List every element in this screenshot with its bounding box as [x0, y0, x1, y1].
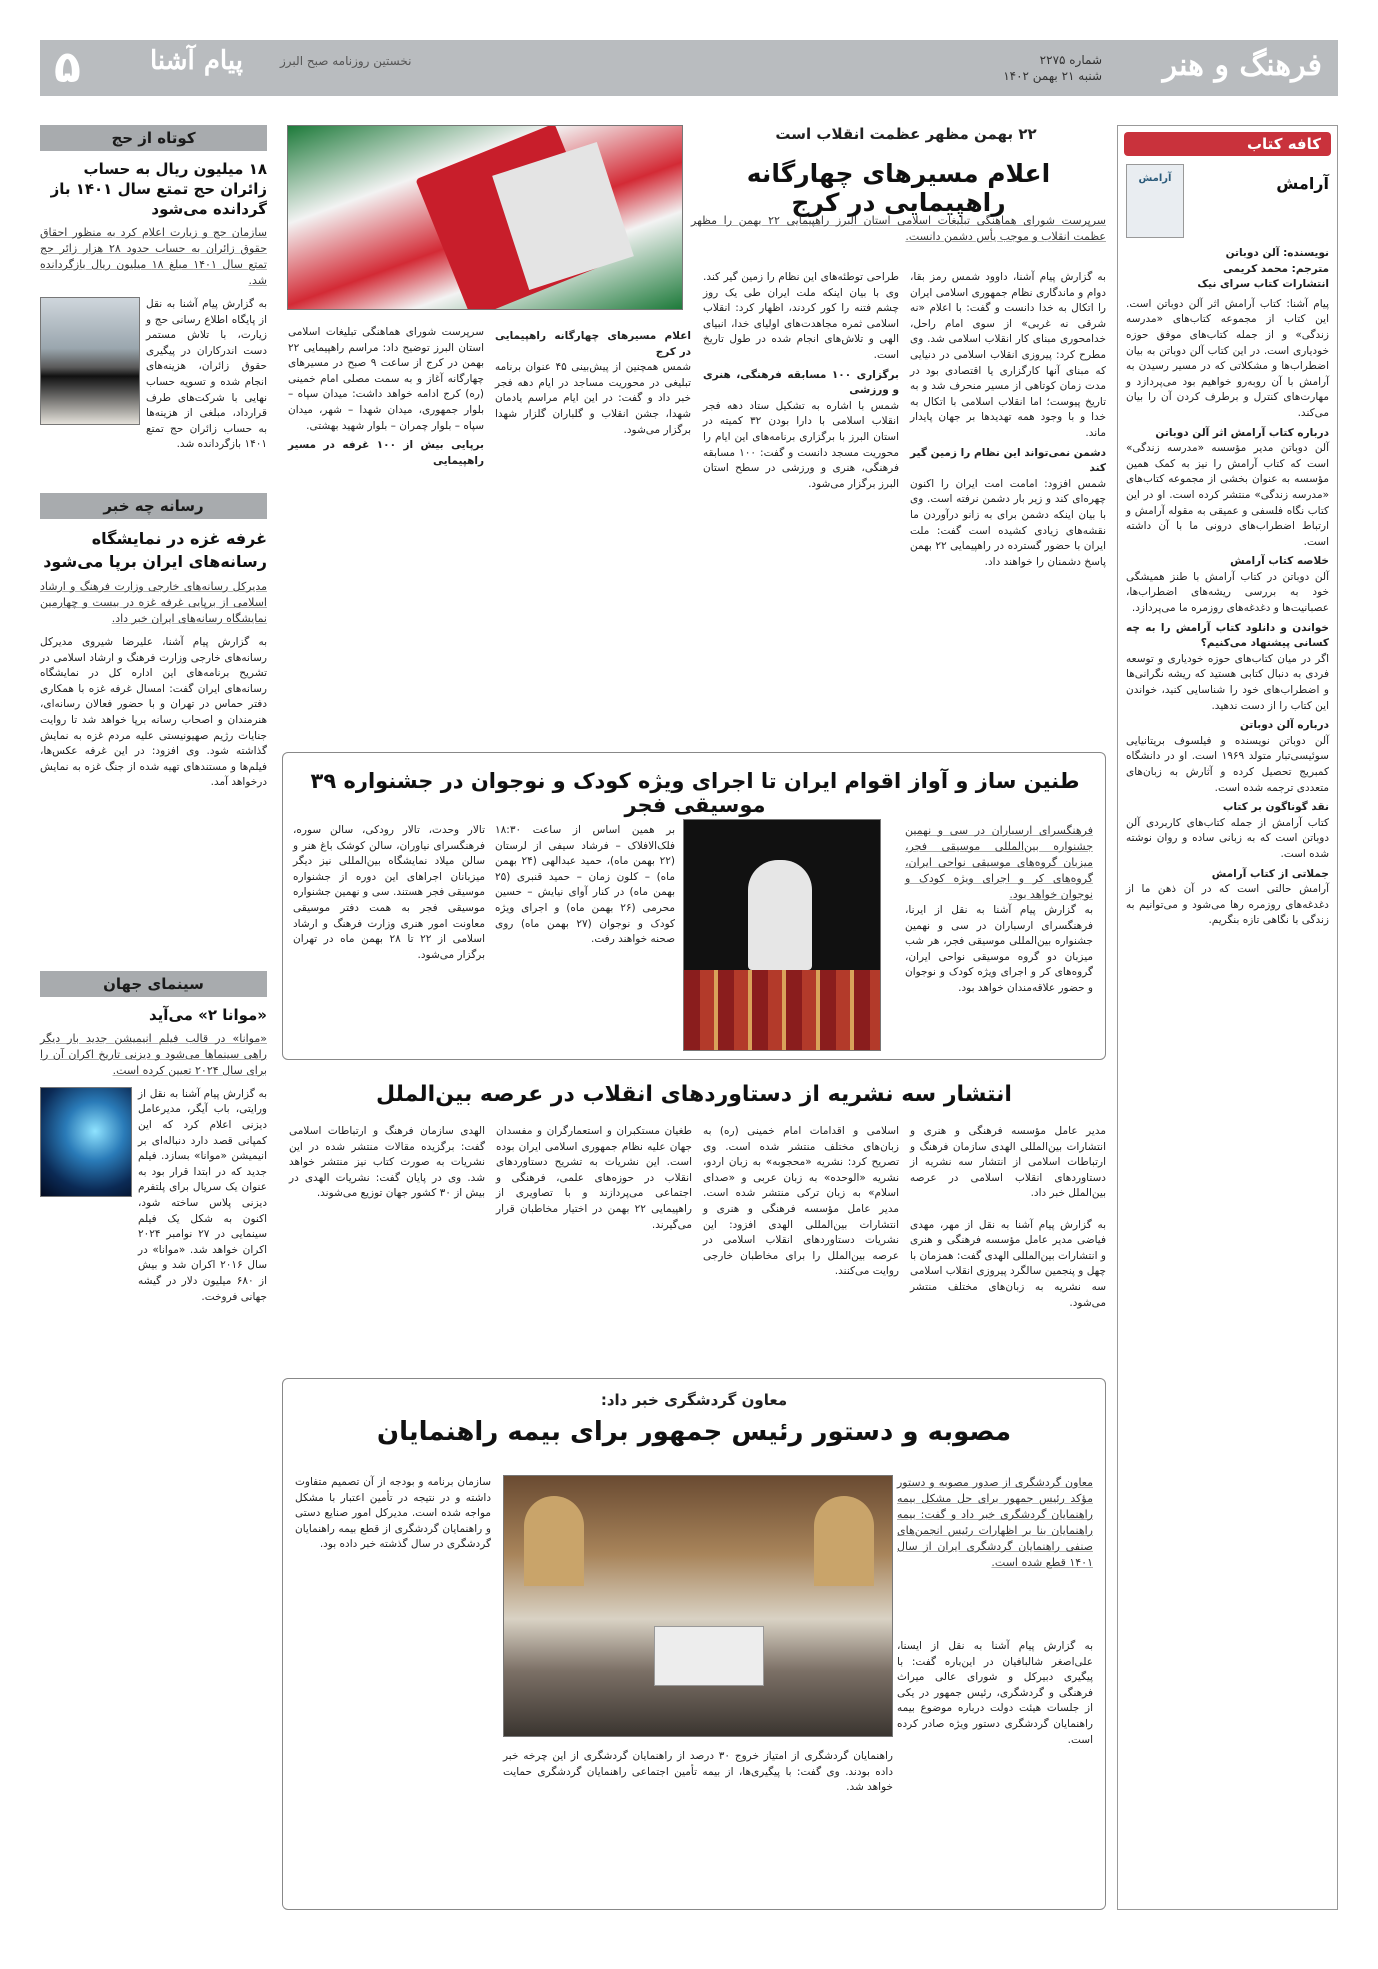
moana-body: به گزارش پیام آشنا به نقل از ورایتی، باب آیگر، مدیرعامل دیزنی اعلام کرد که این کمپانی قصد دارد دنباله‌ای بر انیمیشن «موانا» بسازد. فیلم جدید که در ابتدا قرار بود به عنوان یک سریال برای پلتفرم دیزنی پلاس ساخته شود، اکنون به شکل یک فیلم سینمایی در ۲۷ نوامبر ۲۰۲۴ اکران خواهد شد. «موانا» در سال ۲۰۱۶ اکران شد و بیش از ۶۸۰ میلیون دلار در گیشه جهانی فروخت. — [138, 1087, 268, 1303]
carpet — [684, 970, 881, 1051]
guides-headline: مصوبه و دستور رئیس جمهور برای بیمه راهنمایان — [376, 1417, 1012, 1447]
karaj-subhead: دشمن نمی‌تواند این نظام را زمین گیر کند — [910, 446, 1106, 475]
karaj-subhead: برگزاری ۱۰۰ مسابقه فرهنگی، هنری و ورزشی — [703, 368, 899, 397]
arched-window — [814, 1496, 874, 1586]
book-cover — [1126, 164, 1184, 238]
publication-headline: انتشار سه نشریه از دستاوردهای انقلاب در عرصه بین‌الملل — [376, 1082, 1012, 1107]
arched-window — [524, 1496, 584, 1586]
publication-article — [282, 1078, 1106, 1358]
masthead — [40, 40, 1338, 96]
publication-body: الهدی سازمان فرهنگ و ارتباطات اسلامی گفت: برگزیده مقالات منتشر شده در این نشریات به صورت کتاب نیز منتشر خواهد شد. وی در پایان گفت: نشریات الهدی در بیش از ۳۰ کشور جهان توزیع می‌شوند. — [289, 1125, 485, 1200]
mausoleum-photo — [503, 1475, 893, 1737]
karaj-body: سرپرست شورای هماهنگی تبلیغات اسلامی استان البرز توضیح داد: مراسم راهپیمایی ۲۲ بهمن در کرج از ساعت ۹ صبح در مسیرهای چهارگانه آغاز و به سمت مصلی امام خمینی (ره) کرج ادامه خواهد داشت: میدان سپاه – بلوار جمهوری، میدان شهدا – شهر، میدان سپاه – بلوار چمران – بلوار شهید بهشتی. — [288, 326, 485, 432]
publication-body: طغیان مستکبران و استعمارگران و مفسدان جهان علیه نظام جمهوری اسلامی ایران بوده است. این نشریات به تشریح دستاوردهای انقلاب در حوزه‌های علمی، فرهنگی و اجتماعی می‌پردازند و با تصاویری از راهپیمایی ۲۲ بهمن در اختیار مخاطبان قرار می‌گیرند. — [496, 1125, 692, 1231]
moana-lead: «موانا» در قالب فیلم انیمیشن جدید بار دیگر راهی سینماها می‌شود و دیزنی تاریخ اکران آن را برای سال ۲۰۲۴ تعیین کرده است. — [40, 1031, 267, 1077]
guides-body: راهنمایان گردشگری از امتیاز خروج ۳۰ درصد از راهنمایان گردشگری از این چرخه خبر داده بودند. وی گفت: با پیگیری‌ها، از بیمه تأمین اجتماعی راهنمایان گردشگری حمایت خواهد شد. — [503, 1750, 893, 1794]
media-section-label: رسانه چه خبر — [40, 493, 267, 519]
tour-guides-box — [282, 1378, 1106, 1910]
gaza-body: به گزارش پیام آشنا، علیرضا شیروی مدیرکل رسانه‌های خارجی وزارت فرهنگ و ارشاد اسلامی در تشریح برنامه‌های این اداره کل در نمایشگاه رسانه‌های ایران گفت: امسال غرفه غزه با همکاری دفتر حماس در تهران و با حضور فعالان رسانه‌ای، هنرمندان و اصحاب رسانه برپا خواهد شد تا روایت جنایات رژیم صهیونیستی علیه مردم غزه به نمایش گذاشته شود. وی افزود: در این غرفه عکس‌ها، فیلم‌ها و مستندهای تهیه شده از جنگ غزه به نمایش درخواهد آمد. — [40, 635, 267, 789]
karaj-body: به گزارش پیام آشنا، داوود شمس رمز بقا، دوام و ماندگاری نظام جمهوری اسلامی ایران را اتکال به خدا دانست و گفت: با اعلام «نه شرقی نه غربی» از سوی امام راحل، خدامحوری مبنای کار انقلاب اسلامی شد. وی مطرح کرد: پیروزی انقلاب اسلامی در دنیایی که مبنای آنها کارگزاری یا اقتصادی بود در مدت زمان کوتاهی از مسیر منحرف شد و به تاریخ پیوست؛ اما انقلاب اسلامی با اتکال به خدا و با وجود همه تهدیدها بر جهان پایدار ماند. — [910, 271, 1106, 439]
hajj-headline: ۱۸ میلیون ریال به حساب زائران حج تمتع سال ۱۴۰۱ باز گردانده می‌شود — [50, 160, 267, 218]
karaj-subhead: اعلام مسیرهای چهارگانه راهپیمایی در کرج — [495, 330, 691, 358]
hajj-section-label: کوتاه از حج — [40, 125, 267, 151]
world-cinema-section-label: سینمای جهان — [40, 971, 267, 997]
hajj-lead: سازمان حج و زیارت اعلام کرد به منظور احقاق حقوق زائران به حساب حدود ۲۸ هزار زائر حج تمتع سال ۱۴۰۱ مبلغ ۱۸ میلیون ریال بازگردانده شد. — [40, 226, 267, 287]
book-subhead: درباره آلن دوباتن — [1239, 719, 1329, 732]
book-cafe-column — [1117, 125, 1338, 1910]
book-cover-title: آرامش — [1138, 173, 1172, 184]
performer-figure — [748, 860, 812, 970]
tomb — [654, 1626, 764, 1686]
karaj-body: شمس با اشاره به تشکیل ستاد دهه فجر انقلاب اسلامی با دارا بودن ۳۲ کمیته در استان البرز با برگزاری برنامه‌های این ایام را محوریت مسجد دانست و گفت: ۱۰۰ مسابقه فرهنگی، هنری و ورزشی در سطح استان البرز برگزار می‌شود. — [703, 399, 899, 490]
publication-body: مدیر عامل مؤسسه فرهنگی و هنری و انتشارات بین‌المللی الهدی سازمان فرهنگ و ارتباطات اسلامی از انتشار سه نشریه از دستاوردهای انقلاب اسلامی در عرصه بین‌الملل خبر داد. به گزارش پیام آشنا به نقل از مهر، مهدی فیاضی مدیر عامل مؤسسه فرهنگی و هنری و انتشارات بین‌المللی الهدی گفت: همزمان با چهل و پنجمین سالگرد پیروزی انقلاب اسلامی سه نشریه به زبان‌های مختلف منتشر می‌شود. — [910, 1125, 1106, 1309]
music-festival-box — [282, 752, 1106, 1060]
book-review-body — [1118, 297, 1337, 929]
book-paragraph: آلن دوباتن در کتاب آرامش با طنز همیشگی خود به بررسی ریشه‌های اضطراب‌ها، عصبانیت‌ها و دغدغه‌های روزمره ما می‌پردازد. — [1126, 570, 1329, 615]
issue-date: شنبه ۲۱ بهمن ۱۴۰۲ — [1003, 69, 1102, 83]
book-paragraph: آلن دوباتن نویسنده و فیلسوف بریتانیایی سوئیسی‌تبار متولد ۱۹۶۹ است. او در دانشگاه کمبریج تحصیل کرده و آثارش به زبان‌های متعددی ترجمه شده است. — [1126, 734, 1329, 794]
book-paragraph: کتاب آرامش از جمله کتاب‌های کاربردی آلن دوباتن است که به زبانی ساده و روان نوشته شده است. — [1126, 816, 1329, 860]
page-number: ۵ — [54, 42, 81, 93]
music-body: به گزارش پیام آشنا به نقل از ایرنا، فرهنگسرای ارسباران در سی و نهمین جشنواره بین‌المللی موسیقی فجر، هر شب میزبان دو گروه موسیقی نواحی ایران، گروه‌های کر و اجرای ویژه کودک و نوجوان و حضور علاقه‌مندان خواهد بود. — [905, 904, 1093, 994]
guides-body: به گزارش پیام آشنا به نقل از ایسنا، علی‌اصغر شالبافیان در این‌باره گفت: با پیگیری دبیرکل و شورای عالی میراث فرهنگی و گردشگری، رئیس جمهور در یکی از جلسات هیئت دولت درباره موضوع بیمه راهنمایان گردشگری دستور ویژه صادر کرده است. — [897, 1640, 1093, 1746]
moana-photo — [40, 1087, 132, 1197]
music-body: تالار وحدت، تالار رودکی، سالن سوره، فرهنگسرای نیاوران، سالن کوشک باغ هنر و سالن میلاد نمایشگاه بین‌المللی نیز دیگر میزبانان اجراهای این دوره از جشنواره موسیقی فجر هستند. سی و نهمین جشنواره موسیقی فجر به همت دفتر موسیقی معاونت امور هنری وزارت فرهنگ و ارشاد اسلامی از ۲۲ تا ۲۸ بهمن ماه در تهران برگزار می‌شود. — [293, 824, 485, 961]
issue-info — [1003, 52, 1102, 84]
issue-number: شماره ۲۲۷۵ — [1039, 53, 1102, 67]
book-paragraph: آرامش حالتی است که در آن ذهن ما از دغدغه‌های روزمره رها می‌شود و می‌توانیم به زندگی با نگاهی تازه بنگریم. — [1126, 883, 1329, 927]
hajj-body: به گزارش پیام آشنا به نقل از پایگاه اطلاع رسانی حج و زیارت، با تلاش مستمر دست اندرکاران در پیگیری حقوق زائران، هزینه‌های انجام شده و تسویه حساب نهایی با شرکت‌های طرف قرارداد، مبلغی از هزینه‌ها به حساب زائران حج تمتع ۱۴۰۱ بازگردانده شد. — [146, 298, 267, 451]
music-lead: فرهنگسرای ارسباران در سی و نهمین جشنواره بین‌المللی موسیقی فجر، میزبان گروه‌های موسیقی نواحی ایران، گروه‌های کر و اجرای ویژه کودک و نوجوان خواهد بود. — [905, 824, 1093, 901]
section-title: فرهنگ و هنر — [1162, 48, 1322, 83]
rally-photo — [287, 125, 683, 310]
book-paragraph: پیام آشنا: کتاب آرامش اثر آلن دوباتن است. این کتاب از مجموعه کتاب‌های «مدرسه زندگی» و از جمله کتاب‌های موفق حوزه خودیاری است. در این کتاب آلن دوباتن به بیان اضطراب‌ها و مشکلاتی که در مسیر رسیدن به آرامش با آن روبه‌رو خواهیم بود می‌پردازد و مهارت‌های کنترل و برطرف کردن آن را بیان می‌کند. — [1126, 297, 1329, 419]
moana-headline: «موانا ۲» می‌آید — [149, 1005, 267, 1024]
music-body: بر همین اساس از ساعت ۱۸:۳۰ فلک‌الافلاک – فرشاد سیفی از لرستان (۲۲ بهمن ماه)، حمید عبدالهی (۲۴ بهمن ماه) – کلون زمان – حمید قنبری (۲۵ بهمن ماه) در کنار آوای نیایش – حسین محرمی (۲۶ بهمن ماه) و اجرای ویژه کودک و نوجوان (۲۷ بهمن ماه) روی صحنه خواهند رفت. — [495, 824, 675, 946]
book-subhead: درباره کتاب آرامش اثر آلن دوباتن — [1155, 426, 1329, 439]
book-subhead: نقد گوناگون بر کتاب — [1222, 801, 1329, 814]
gaza-lead: مدیرکل رسانه‌های خارجی وزارت فرهنگ و ارشاد اسلامی از برپایی غرفه غزه در بیست و چهارمین نمایشگاه رسانه‌های ایران خبر داد. — [40, 579, 267, 625]
karaj-lead: سرپرست شورای هماهنگی تبلیغات اسلامی استان البرز راهپیمایی ۲۲ بهمن را مظهر عظمت انقلاب و موجب یأس دشمن دانست. — [691, 214, 1106, 243]
music-headline: طنین ساز و آواز اقوام ایران تا اجرای ویژه کودک و نوجوان در جشنواره ۳۹ موسیقی فجر — [310, 769, 1080, 817]
gaza-headline: غرفه غزه در نمایشگاه رسانه‌های ایران برپا می‌شود — [43, 528, 267, 571]
book-title: آرامش — [1276, 174, 1329, 193]
karaj-article — [282, 125, 1106, 745]
karaj-body: شمس همچنین از پیش‌بینی ۴۵ عنوان برنامه تبلیغی در محوریت مساجد در ایام دهه فجر خبر داد و گفت: در این ایام مراسم یادمان شهدا، جشن انقلاب و گلباران گلزار شهدا برگزار می‌شود. — [495, 361, 691, 436]
newspaper-logo: پیام آشنا — [150, 46, 243, 76]
tagline: نخستین روزنامه صبح البرز — [280, 54, 412, 68]
book-subhead: خلاصه کتاب آرامش — [1230, 555, 1329, 568]
karaj-body: شمس افزود: امامت امت ایران را اکنون چهره‌ای کند و زیر بار دشمن نرفته است. وی با بیان اینکه دشمن برای به زانو درآوردن ما نقشه‌های زیادی کشیده است گفت: ملت ایران با حضور گسترده در راهپیمایی ۲۲ بهمن پاسخ دشمنان را خواهند داد. — [910, 477, 1106, 568]
book-subhead: جملاتی از کتاب آرامش — [1211, 867, 1329, 880]
book-paragraph: آلن دوباتن مدیر مؤسسه «مدرسه زندگی» است که کتاب آرامش را نیز به کمک همین مؤسسه به عنوان بخشی از مجموعه کتاب‌های «مدرسه زندگی» منتشر کرده است. او در این کتاب نگاه فلسفی و عمیقی به مقوله آرامش و ارتباط اضطراب‌های درونی ما با آن داشته است. — [1126, 442, 1329, 548]
musician-photo — [683, 819, 881, 1051]
karaj-body: طراحی توطئه‌های این نظام را زمین گیر کند. وی با بیان اینکه ملت ایران طی یک روز چشم فتنه را کور کردند، اظهار کرد: انقلاب اسلامی ثمره مجاهدت‌های اولیای خدا، انبیای الهی و تلاش‌های انجام شده در طول تاریخ است. — [703, 271, 899, 361]
book-cafe-label: کافه کتاب — [1124, 132, 1331, 156]
karaj-kicker: ۲۲ بهمن مظهر عظمت انقلاب است — [775, 125, 1037, 143]
kaaba-photo — [40, 297, 140, 425]
karaj-headline: اعلام مسیرهای چهارگانه راهپیمایی در کرج — [746, 159, 1051, 217]
karaj-subhead: برپایی بیش از ۱۰۰ غرفه در مسیر راهپیمایی — [288, 439, 484, 467]
guides-body: سازمان برنامه و بودجه از آن تصمیم متفاوت داشته و در نتیجه در تأمین اعتبار با مشکل مواجه شده است. مدیرکل امور صنایع دستی و راهنمایان گردشگری از قطع بیمه راهنمایان گردشگری در سال گذشته خبر داده بود. — [295, 1476, 491, 1551]
guides-lead: معاون گردشگری از صدور مصوبه و دستور مؤکد رئیس جمهور برای حل مشکل بیمه راهنمایان گردشگری خبر داد و گفت: بیمه راهنمایان بنا بر اظهارات رئیس انجمن‌های صنفی راهنمایان گردشگری ایران از سال ۱۴۰۱ قطع شده است. — [897, 1476, 1093, 1569]
guides-kicker: معاون گردشگری خبر داد: — [600, 1391, 788, 1409]
book-credits: نویسنده: آلن دوباتن مترجم: محمد کریمی انتشارات کتاب سرای نیک — [1197, 247, 1329, 291]
publication-body: اسلامی و اقدامات امام خمینی (ره) به زبان‌های مختلف منتشر شده است. وی تصریح کرد: نشریه «محجوبه» به زبان اردو، نشریه «الوحده» به زبان عربی و «صدای اسلام» به زبان ترکی منتشر شده است. مدیر عامل مؤسسه فرهنگی و هنری و انتشارات بین‌المللی الهدی افزود: این نشریات دستاوردهای انقلاب اسلامی در عرصه بین‌الملل را برای مخاطبان خارجی روایت می‌کنند. — [703, 1125, 899, 1278]
news-briefs-column — [40, 125, 267, 1910]
book-paragraph: اگر در میان کتاب‌های حوزه خودیاری و توسعه فردی به دنبال کتابی هستید که ریشه نگرانی‌ها و اضطراب‌های خود را شناسایی کنید، خواندن این کتاب را از دست ندهید. — [1126, 652, 1329, 712]
book-subhead: خواندن و دانلود کتاب آرامش را به چه کسانی پیشنهاد می‌کنیم؟ — [1126, 621, 1329, 650]
